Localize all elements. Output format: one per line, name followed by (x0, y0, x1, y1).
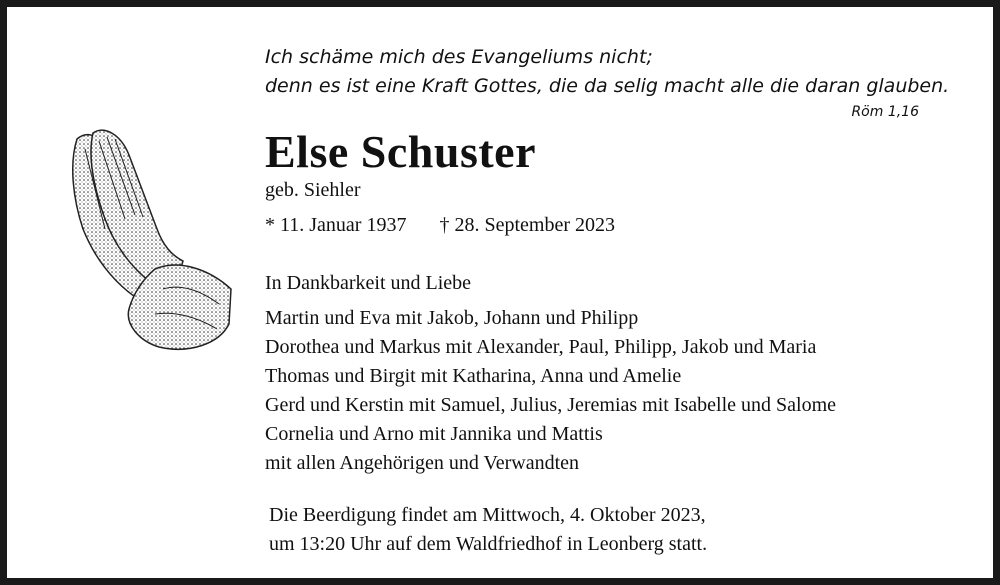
mourner-line: Dorothea und Markus mit Alexander, Paul, Philipp, Jakob und Maria (265, 336, 817, 358)
funeral-notice (269, 501, 707, 559)
maiden-name: geb. Siehler (265, 179, 361, 201)
mourner-line: Gerd und Kerstin mit Samuel, Julius, Jeremias mit Isabelle und Salome (265, 394, 837, 416)
life-dates (265, 214, 615, 237)
verse-line-1: Ich schäme mich des Evangeliums nicht; (265, 46, 653, 68)
mourner-line: mit allen Angehörigen und Verwandten (265, 452, 580, 474)
verse-line-2: denn es ist eine Kraft Gottes, die da selig macht alle die daran glauben. (265, 75, 950, 97)
mourner-line: Thomas und Birgit mit Katharina, Anna und Amelie (265, 365, 682, 387)
birth-date: * 11. Januar 1937 (265, 214, 407, 236)
praying-hands-icon (59, 119, 239, 369)
death-date: † 28. September 2023 (439, 214, 615, 236)
verse-reference: Röm 1,16 (851, 104, 919, 120)
mourner-line: Martin und Eva mit Jakob, Johann und Philipp (265, 307, 639, 329)
mourner-line: Cornelia und Arno mit Jannika und Mattis (265, 423, 603, 445)
deceased-name: Else Schuster (265, 126, 536, 177)
funeral-line-1: Die Beerdigung findet am Mittwoch, 4. Oktober 2023, (269, 504, 706, 526)
funeral-line-2: um 13:20 Uhr auf dem Waldfriedhof in Leonberg statt. (269, 533, 708, 555)
mourners-list (265, 269, 836, 478)
mourners-intro: In Dankbarkeit und Liebe (265, 272, 472, 294)
bible-verse (265, 43, 949, 101)
